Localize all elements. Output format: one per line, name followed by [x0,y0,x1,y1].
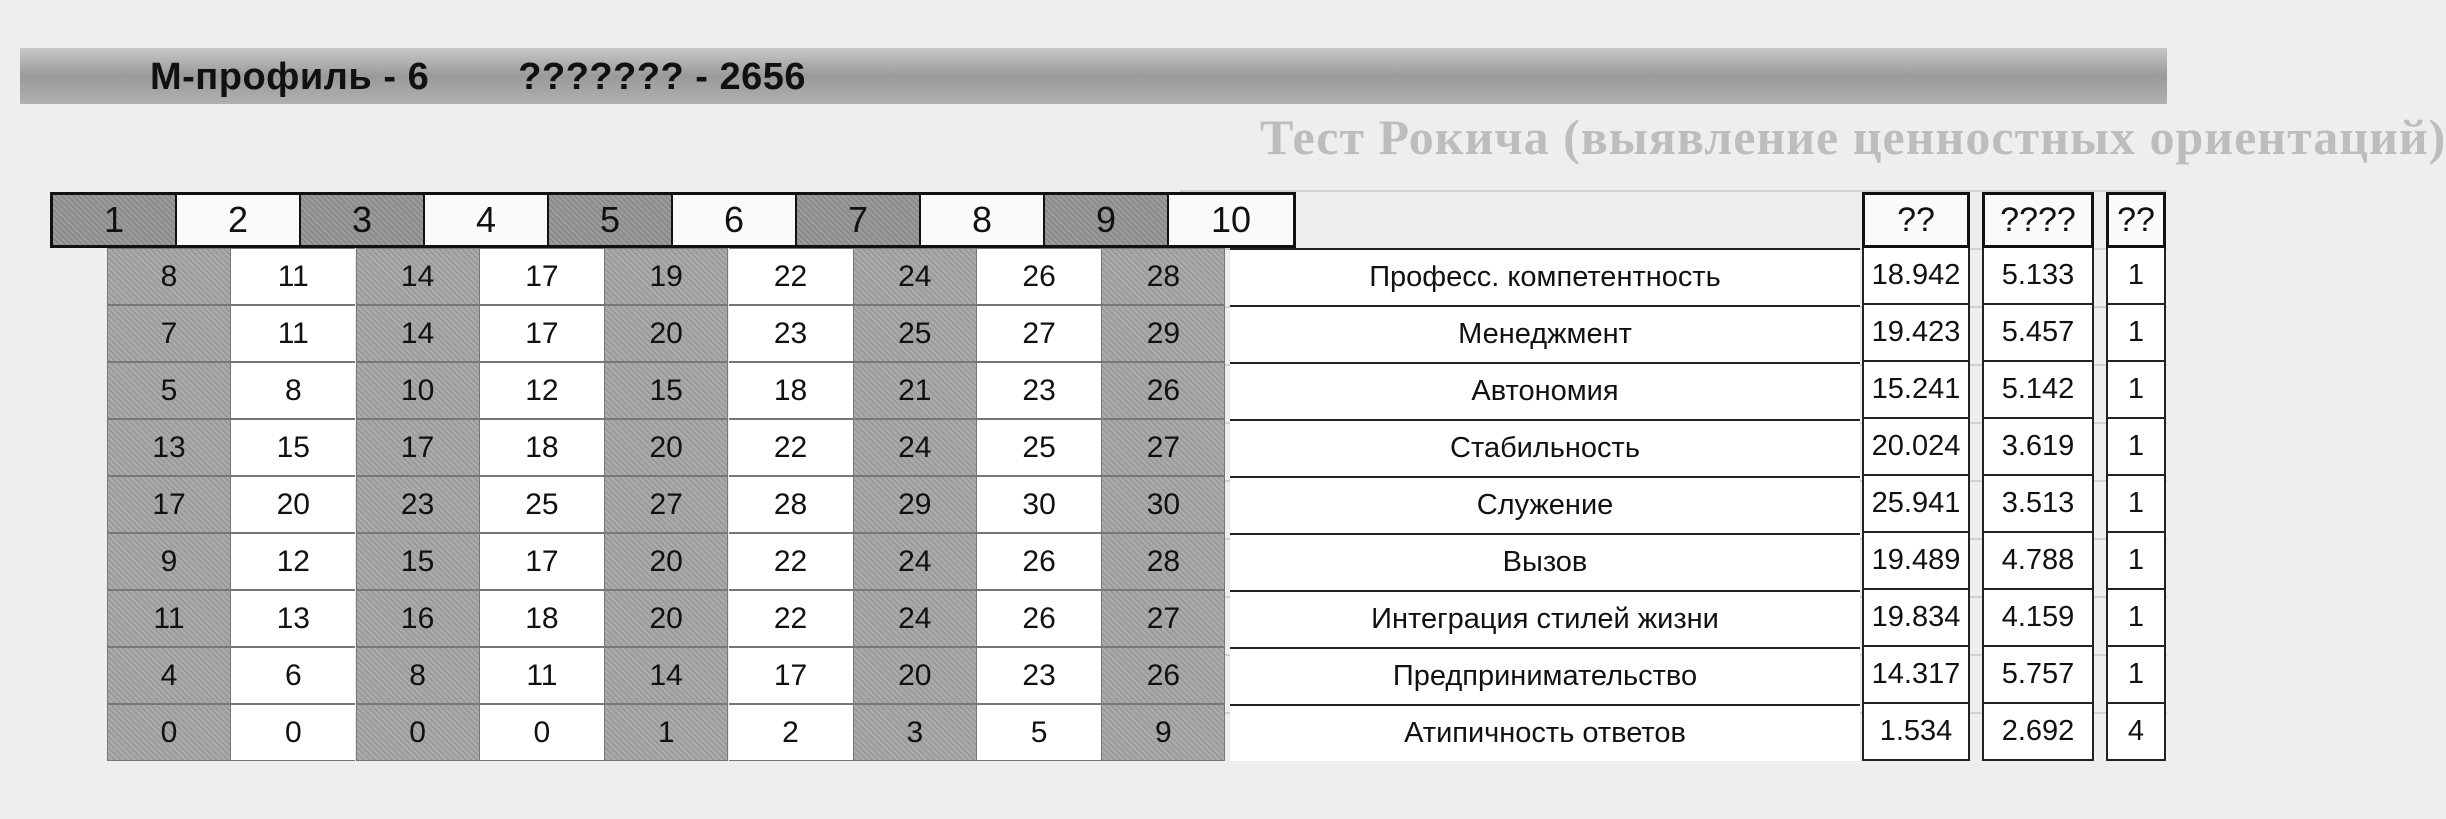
norm-cell: 23 [729,305,853,362]
norm-cell: 15 [231,419,355,476]
norm-cell: 20 [231,476,355,533]
norm-cell: 14 [356,248,480,305]
norm-cell: 0 [107,704,231,761]
scale-label: Автономия [1230,362,1860,419]
norm-cell: 25 [480,476,604,533]
norm-cell: 12 [480,362,604,419]
column-header-row [50,192,1296,248]
table-row [107,590,1181,647]
norm-cell: 17 [107,476,231,533]
norm-cell: 24 [853,533,977,590]
stat-extra: 1 [2106,248,2166,305]
stat-mean: 1.534 [1862,704,1970,761]
norm-cell: 22 [729,419,853,476]
column-header: 7 [797,195,921,245]
norm-cell: 4 [107,647,231,704]
norm-cell: 28 [1101,248,1225,305]
norm-cell: 27 [604,476,728,533]
norm-cell: 1 [604,704,728,761]
norm-cell: 0 [356,704,480,761]
column-header: 5 [549,195,673,245]
stat-mean: 18.942 [1862,248,1970,305]
table-row [107,533,1181,590]
norm-cell: 28 [729,476,853,533]
stat-extra: 1 [2106,305,2166,362]
norm-cell: 24 [853,248,977,305]
norm-cell: 30 [977,476,1101,533]
scale-label: Менеджмент [1230,305,1860,362]
stat-sd: 5.457 [1982,305,2094,362]
stat-extra: 1 [2106,476,2166,533]
norm-cell: 26 [1101,362,1225,419]
stat-mean: 19.834 [1862,590,1970,647]
norm-cell: 26 [977,590,1101,647]
scale-label: Вызов [1230,533,1860,590]
stat-sd: 5.142 [1982,362,2094,419]
norm-cell: 5 [977,704,1101,761]
stat-header-extra: ?? [2106,192,2166,248]
norm-cell: 29 [853,476,977,533]
norm-cell: 29 [1101,305,1225,362]
scale-label: Предпринимательство [1230,647,1860,704]
norm-cell: 26 [977,533,1101,590]
page-title [150,56,806,99]
column-header: 8 [921,195,1045,245]
norm-cell: 24 [853,419,977,476]
norm-cell: 7 [107,305,231,362]
table-row [107,419,1181,476]
stat-sd: 4.159 [1982,590,2094,647]
scale-label: Стабильность [1230,419,1860,476]
norm-cell: 22 [729,248,853,305]
column-header: 6 [673,195,797,245]
norm-cell: 17 [480,533,604,590]
norm-cell: 30 [1101,476,1225,533]
norm-cell: 25 [853,305,977,362]
norm-cell: 20 [604,533,728,590]
norm-cell: 18 [480,590,604,647]
norm-cell: 3 [853,704,977,761]
norm-cell: 27 [1101,419,1225,476]
norm-cell: 26 [1101,647,1225,704]
norm-cell: 27 [977,305,1101,362]
norm-cell: 16 [356,590,480,647]
stat-mean: 15.241 [1862,362,1970,419]
norm-cell: 17 [480,305,604,362]
norm-cell: 11 [231,248,355,305]
norm-cell: 23 [977,647,1101,704]
norm-cell: 21 [853,362,977,419]
stat-sd: 4.788 [1982,533,2094,590]
stat-extra: 4 [2106,704,2166,761]
norm-cell: 23 [356,476,480,533]
stat-extra: 1 [2106,419,2166,476]
profile-title: М-профиль - 6 [150,56,430,98]
stat-extra: 1 [2106,647,2166,704]
norm-cell: 5 [107,362,231,419]
norm-cell: 27 [1101,590,1225,647]
column-header: 1 [53,195,177,245]
column-header: 4 [425,195,549,245]
stat-sd: 5.757 [1982,647,2094,704]
norm-cell: 8 [231,362,355,419]
table-row [107,476,1181,533]
stat-mean: 20.024 [1862,419,1970,476]
norm-cell: 22 [729,590,853,647]
norm-cell: 11 [107,590,231,647]
norm-cell: 24 [853,590,977,647]
stat-sd: 3.513 [1982,476,2094,533]
norm-cell: 25 [977,419,1101,476]
norm-cell: 23 [977,362,1101,419]
scale-label: Служение [1230,476,1860,533]
stat-mean: 14.317 [1862,647,1970,704]
norm-cell: 17 [480,248,604,305]
norm-cell: 18 [480,419,604,476]
norm-cell: 17 [729,647,853,704]
norm-cell: 2 [729,704,853,761]
norm-cell: 12 [231,533,355,590]
norm-cell: 0 [231,704,355,761]
table-row [107,305,1181,362]
stat-header-sd: ???? [1982,192,2094,248]
table-row [107,248,1181,305]
norm-cell: 13 [231,590,355,647]
norm-cell: 13 [107,419,231,476]
column-header: 9 [1045,195,1169,245]
stat-mean: 19.489 [1862,533,1970,590]
norm-cell: 20 [604,419,728,476]
scale-label: Интеграция стилей жизни [1230,590,1860,647]
norm-cell: 22 [729,533,853,590]
stat-sd: 5.133 [1982,248,2094,305]
norm-cell: 20 [853,647,977,704]
norm-cell: 19 [604,248,728,305]
norm-cell: 8 [356,647,480,704]
profile-code: ??????? - 2656 [518,56,807,98]
norm-cell: 10 [356,362,480,419]
stat-extra: 1 [2106,590,2166,647]
norm-cell: 0 [480,704,604,761]
norm-cell: 14 [604,647,728,704]
norm-cell: 20 [604,305,728,362]
norm-cell: 26 [977,248,1101,305]
stat-mean: 25.941 [1862,476,1970,533]
stats-header-row [1862,192,2166,248]
stat-header-mean: ?? [1862,192,1970,248]
scale-label: Професс. компетентность [1230,248,1860,305]
stat-extra: 1 [2106,533,2166,590]
norm-cell: 20 [604,590,728,647]
norm-cell: 8 [107,248,231,305]
stat-mean: 19.423 [1862,305,1970,362]
column-header: 10 [1169,195,1293,245]
norm-cell: 9 [1101,704,1225,761]
column-header: 2 [177,195,301,245]
table-row [107,362,1181,419]
norm-cell: 9 [107,533,231,590]
norm-cell: 6 [231,647,355,704]
background-print-through-text: Тест Рокича (выявление ценностных ориентаций) [1260,109,2446,165]
norm-cell: 28 [1101,533,1225,590]
norm-cell: 11 [231,305,355,362]
stat-extra: 1 [2106,362,2166,419]
norm-cell: 14 [356,305,480,362]
norm-cell: 18 [729,362,853,419]
table-row [107,647,1181,704]
norm-cell: 15 [356,533,480,590]
table-row [107,704,1172,761]
norm-cell: 11 [480,647,604,704]
norm-cell: 15 [604,362,728,419]
stat-sd: 3.619 [1982,419,2094,476]
column-header: 3 [301,195,425,245]
scale-label: Атипичность ответов [1230,704,1860,761]
stat-sd: 2.692 [1982,704,2094,761]
norm-cell: 17 [356,419,480,476]
